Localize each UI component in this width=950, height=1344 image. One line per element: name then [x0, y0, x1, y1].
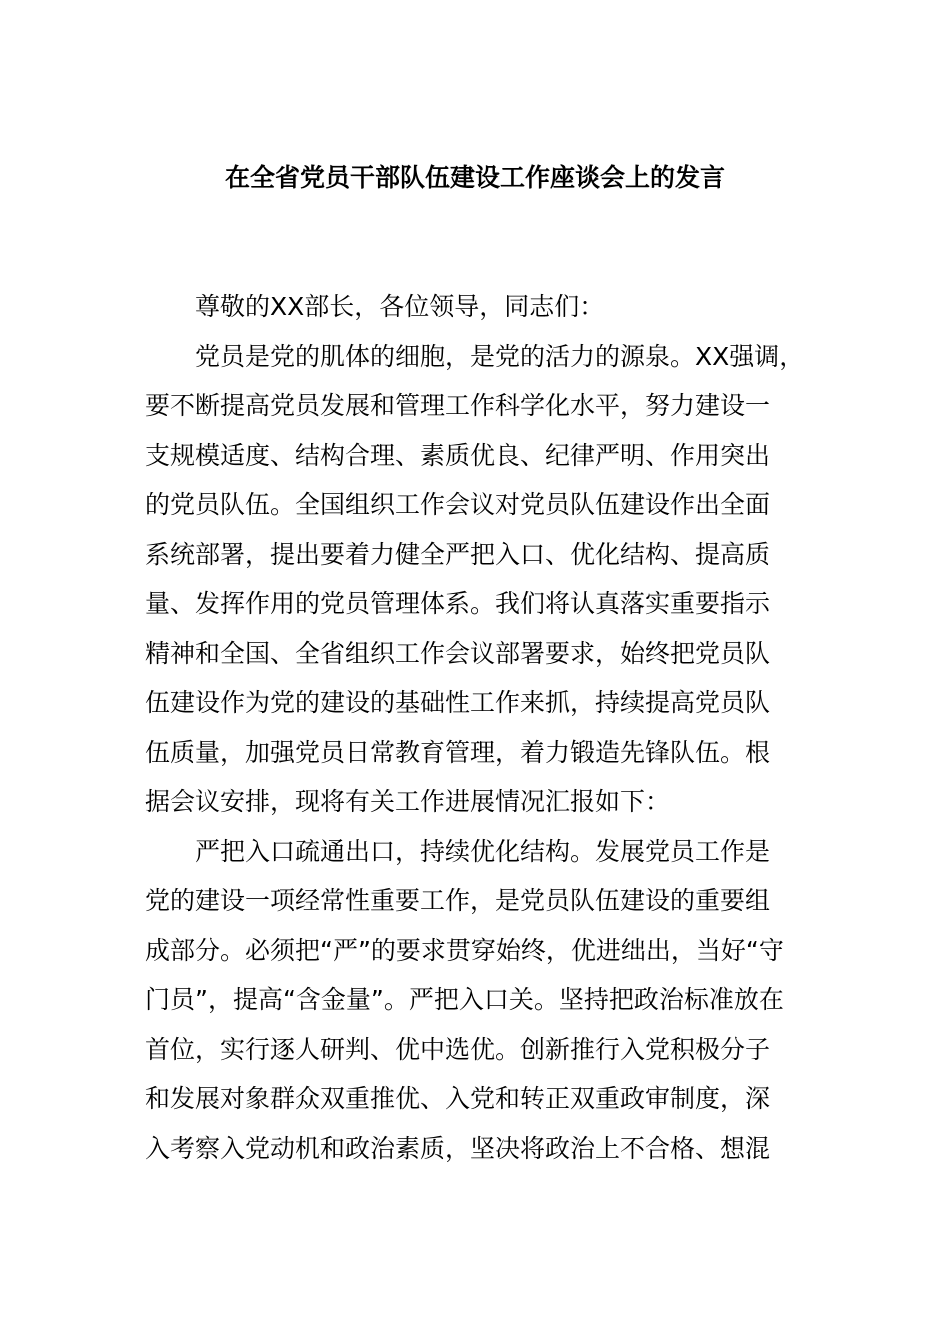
paragraph-line: 和发展对象群众双重推优、入党和转正双重政审制度，深 — [145, 1084, 771, 1113]
document-body — [145, 282, 815, 1173]
paragraph-line: 伍建设作为党的建设的基础性工作来抓，持续提高党员队 — [145, 688, 771, 717]
paragraph-line: 门员”，提高“含金量”。严把入口关。坚持把政治标准放在 — [145, 985, 784, 1014]
paragraph-line: 首位，实行逐人研判、优中选优。创新推行入党积极分子 — [145, 1034, 771, 1064]
paragraph-line: 伍质量，加强党员日常教育管理，着力锻造先锋队伍。根 — [145, 737, 771, 767]
paragraph-line: 据会议安排，现将有关工作进展情况汇报如下： — [145, 787, 671, 816]
paragraph-1 — [145, 332, 815, 827]
paragraph-line: 的党员队伍。全国组织工作会议对党员队伍建设作出全面 — [145, 490, 771, 519]
greeting-line: 尊敬的XX部长，各位领导，同志们： — [195, 292, 605, 321]
paragraph-line: 入考察入党动机和政治素质，坚决将政治上不合格、想混 — [145, 1133, 771, 1163]
paragraph-line: 成部分。必须把“严”的要求贯穿始终，优进绌出，当好“守 — [145, 935, 784, 965]
document-title: 在全省党员干部队伍建设工作座谈会上的发言 — [224, 163, 725, 192]
paragraph-line: 党员是党的肌体的细胞，是党的活力的源泉。XX强调， — [195, 341, 805, 371]
paragraph-line: 支规模适度、结构合理、素质优良、纪律严明、作用突出 — [145, 440, 771, 470]
paragraph-line: 量、发挥作用的党员管理体系。我们将认真落实重要指示 — [145, 589, 771, 618]
paragraph-line: 系统部署，提出要着力健全严把入口、优化结构、提高质 — [145, 539, 771, 569]
paragraph-line: 党的建设一项经常性重要工作，是党员队伍建设的重要组 — [145, 886, 771, 915]
greeting-paragraph — [145, 282, 815, 332]
paragraph-line: 严把入口疏通出口，持续优化结构。发展党员工作是 — [195, 836, 771, 866]
paragraph-line: 要不断提高党员发展和管理工作科学化水平，努力建设一 — [145, 391, 771, 420]
paragraph-line: 精神和全国、全省组织工作会议部署要求，始终把党员队 — [145, 638, 771, 668]
paragraph-2 — [145, 827, 815, 1174]
